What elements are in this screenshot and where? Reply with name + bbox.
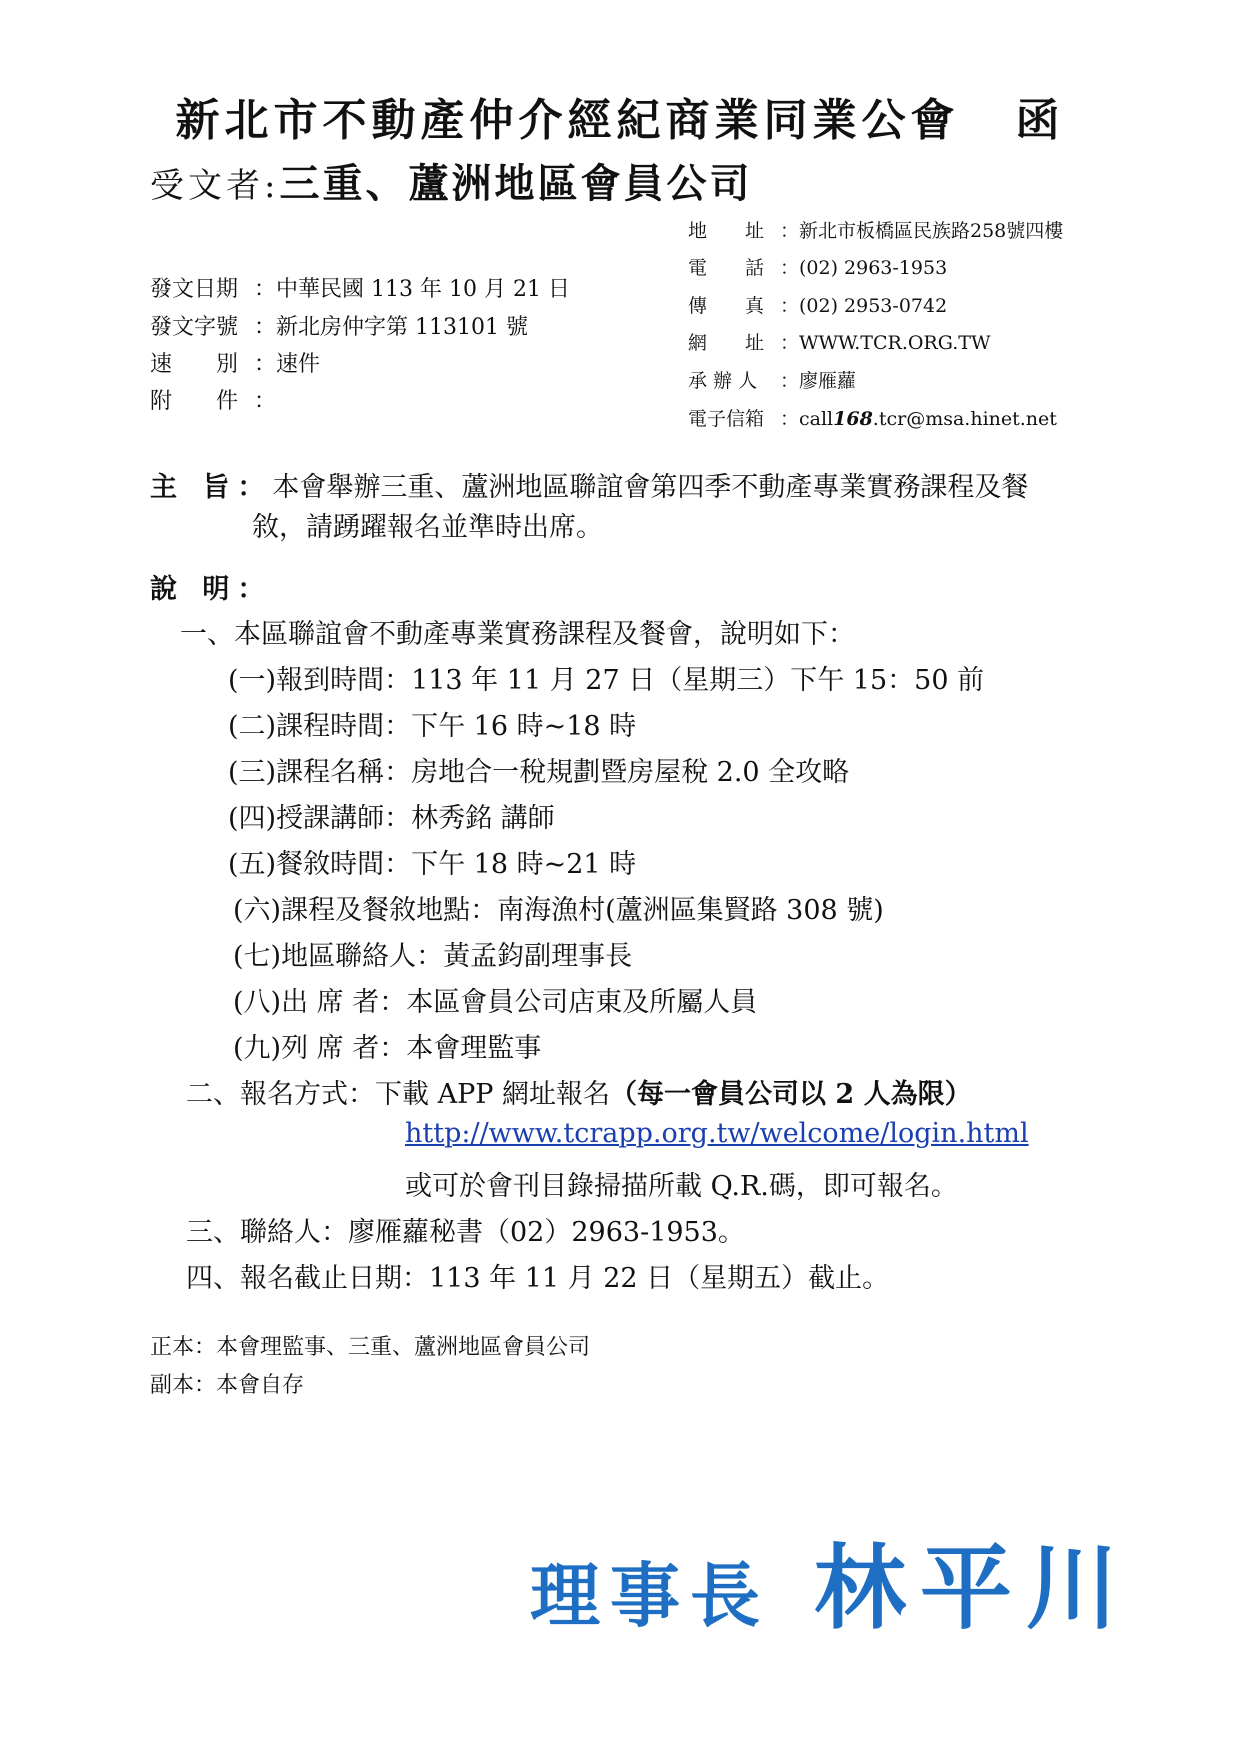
explanation-heading: 說 明： bbox=[150, 574, 273, 605]
contact-handler: 承 辦 人 ：廖雁蘿 bbox=[688, 370, 857, 392]
sub-item-5: (五)餐敘時間：下午 18 時~21 時 bbox=[228, 849, 637, 880]
contact-address: 地 址 ：新北市板橋區民族路258號四樓 bbox=[688, 220, 1064, 242]
sub-item-7: (七)地區聯絡人：黃孟鈞副理事長 bbox=[233, 941, 633, 972]
item-2: 二、報名方式：下載 APP 網址報名（每一會員公司以 2 人為限） bbox=[186, 1079, 972, 1110]
subject-line-2: 敘，請踴躍報名並準時出席。 bbox=[252, 512, 603, 543]
signature-name: 林平川 bbox=[814, 1535, 1133, 1642]
meta-speed: 速 別 ：速件 bbox=[150, 352, 321, 377]
registration-link[interactable]: http://www.tcrapp.org.tw/welcome/login.html bbox=[405, 1118, 1029, 1149]
document-title bbox=[0, 84, 1240, 148]
signature-title: 理事長 bbox=[530, 1555, 770, 1637]
sub-item-9: (九)列 席 者：本會理監事 bbox=[233, 1033, 542, 1064]
copy-recipients: 副本：本會自存 bbox=[150, 1373, 305, 1398]
contact-website: 網 址 ：WWW.TCR.ORG.TW bbox=[688, 332, 991, 354]
sub-item-6: (六)課程及餐敘地點：南海漁村(蘆洲區集賢路 308 號) bbox=[233, 895, 884, 926]
org-name: 新北市不動產仲介經紀商業同業公會 bbox=[175, 95, 960, 146]
sub-item-3: (三)課程名稱：房地合一稅規劃暨房屋稅 2.0 全攻略 bbox=[228, 757, 850, 788]
original-recipients: 正本：本會理監事、三重、蘆洲地區會員公司 bbox=[150, 1335, 591, 1360]
sub-item-8: (八)出 席 者：本區會員公司店東及所屬人員 bbox=[233, 987, 758, 1018]
doc-type: 函 bbox=[1015, 95, 1065, 146]
signature bbox=[530, 1515, 1132, 1647]
meta-attachment: 附 件 ： bbox=[150, 389, 277, 414]
recipient-value: 三重、蘆洲地區會員公司 bbox=[279, 160, 753, 207]
sub-item-2: (二)課程時間：下午 16 時~18 時 bbox=[228, 711, 637, 742]
item-4: 四、報名截止日期：113 年 11 月 22 日（星期五）截止。 bbox=[186, 1263, 890, 1294]
meta-date: 發文日期 ：中華民國 113 年 10 月 21 日 bbox=[150, 277, 570, 302]
sub-item-1: (一)報到時間：113 年 11 月 27 日（星期三）下午 15：50 前 bbox=[228, 665, 985, 696]
contact-email: 電子信箱 ：call168.tcr@msa.hinet.net bbox=[688, 408, 1057, 430]
contact-fax: 傳 真 ：(02) 2953-0742 bbox=[688, 295, 948, 317]
meta-number: 發文字號 ：新北房仲字第 113101 號 bbox=[150, 315, 528, 340]
subject bbox=[150, 468, 1028, 548]
item-2-limit: （每一會員公司以 2 人為限） bbox=[610, 1079, 972, 1110]
subject-line-1: 本會舉辦三重、蘆洲地區聯誼會第四季不動產專業實務課程及餐 bbox=[272, 472, 1029, 503]
item-1: 一、本區聯誼會不動產專業實務課程及餐會，說明如下： bbox=[180, 619, 855, 650]
recipient-label: 受文者: bbox=[150, 166, 280, 206]
contact-phone: 電 話 ：(02) 2963-1953 bbox=[688, 257, 948, 279]
recipient bbox=[150, 152, 752, 209]
subject-label: 主 旨： bbox=[150, 472, 273, 503]
item-3: 三、聯絡人：廖雁蘿秘書（02）2963-1953。 bbox=[186, 1217, 745, 1248]
sub-item-4: (四)授課講師：林秀銘 講師 bbox=[228, 803, 555, 834]
item-2-note: 或可於會刊目錄掃描所載 Q.R.碼，即可報名。 bbox=[405, 1171, 958, 1202]
